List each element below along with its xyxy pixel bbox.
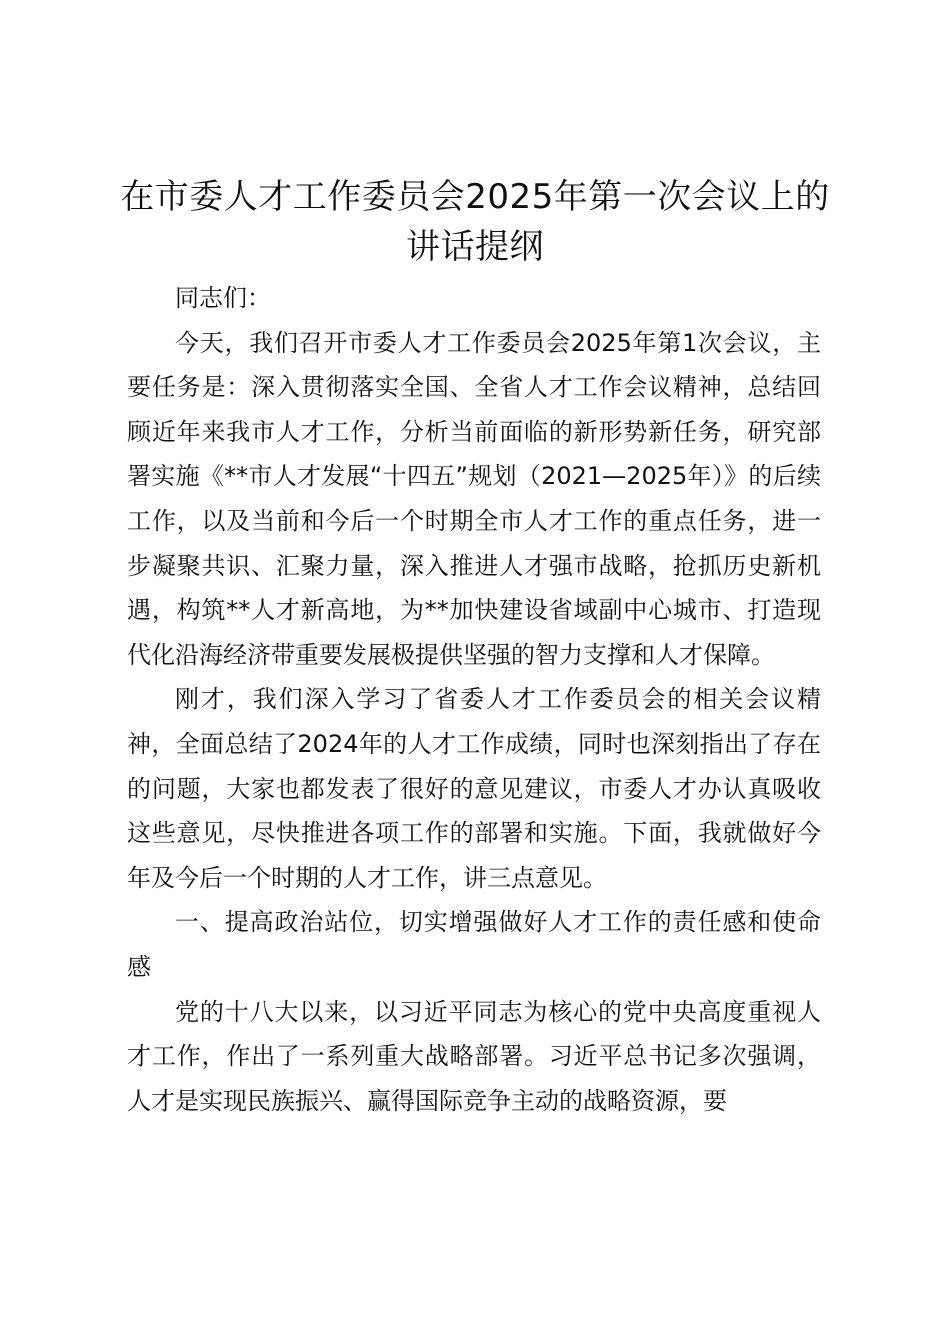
paragraph-intro: 今天，我们召开市委人才工作委员会2025年第1次会议，主要任务是：深入贯彻落实全国、全省人才工作会议精神，总结回顾近年来我市人才工作，分析当前面临的新形势新任务，研究部署实施《**市人才发展“十四五”规划（2021—2025年）》的后续工作，以及当前和今后一个时期全市人才工作的重点任务，进一步凝聚共识、汇聚力量，深入推进人才强市战略，抢抓历史新机遇，构筑**人才新高地，为**加快建设省域副中心城市、打造现代化沿海经济带重要发展极提供坚强的智力支撑和人才保障。 [127, 328, 821, 669]
document-title: 在市委人才工作委员会2025年第一次会议上的讲话提纲 [120, 177, 830, 267]
paragraph-summary: 刚才，我们深入学习了省委人才工作委员会的相关会议精神，全面总结了2024年的人才工作成绩，同时也深刻指出了存在的问题，大家也都发表了很好的意见建议，市委人才办认真吸收这些意见，尽快推进各项工作的部署和实施。下面，我就做好今年及今后一个时期的人才工作，讲三点意见。 [127, 685, 821, 892]
salutation: 同志们： [175, 284, 271, 312]
document-body [127, 276, 821, 1123]
paragraph-section-1: 党的十八大以来，以习近平同志为核心的党中央高度重视人才工作，作出了一系列重大战略部署。习近平总书记多次强调，人才是实现民族振兴、赢得国际竞争主动的战略资源，要 [127, 997, 821, 1115]
section-heading-1: 一、提高政治站位，切实增强做好人才工作的责任感和使命感 [127, 908, 821, 981]
